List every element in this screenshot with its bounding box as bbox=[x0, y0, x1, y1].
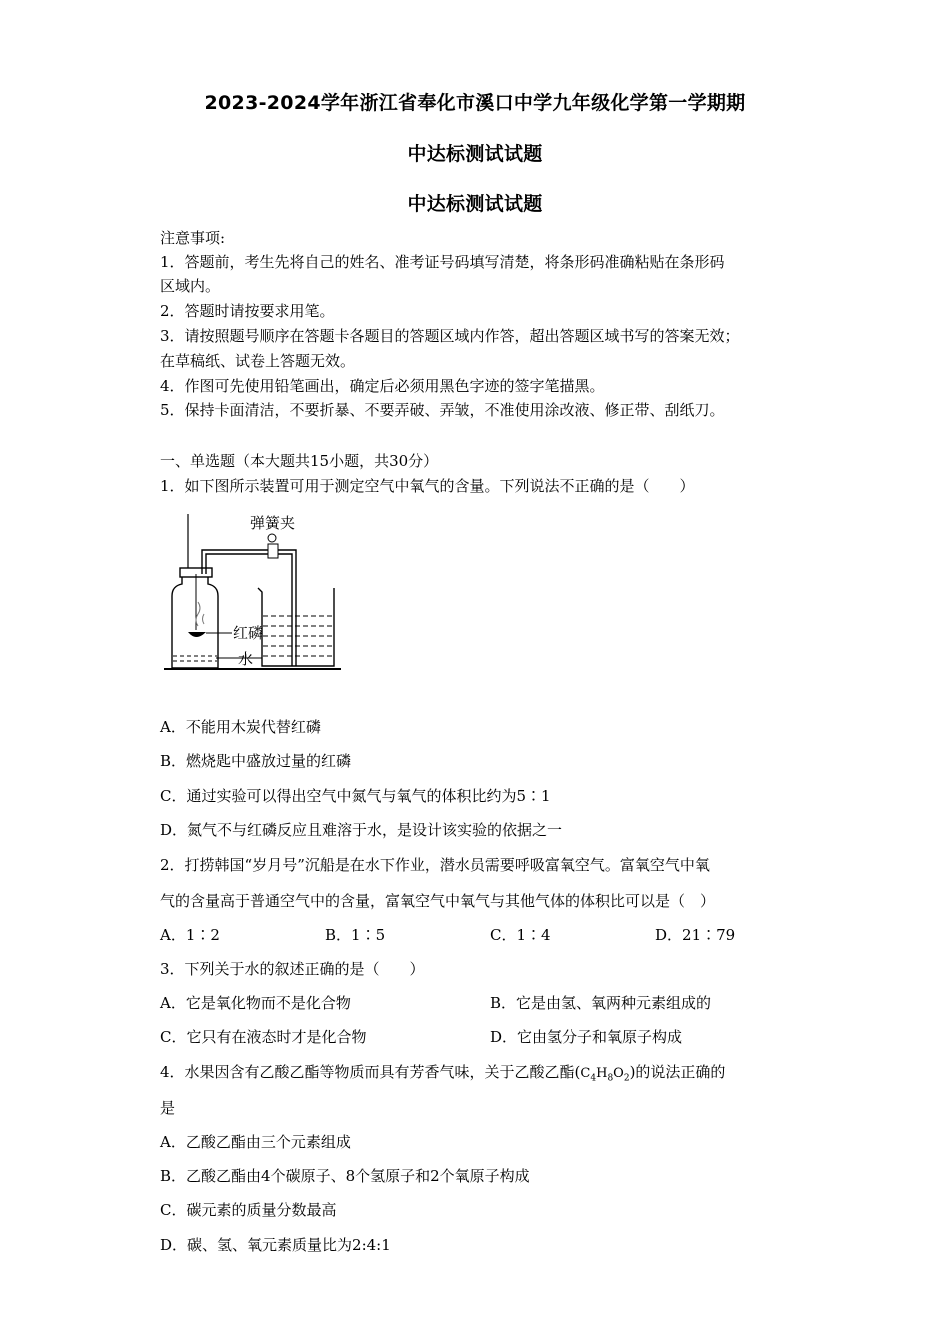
q1-apparatus-figure bbox=[158, 508, 348, 678]
q4-stem-text-end: )的说法正确的 bbox=[629, 1063, 726, 1081]
label-spring-clip: 弹簧夹 bbox=[250, 514, 296, 532]
q4-option-c: C．碳元素的质量分数最高 bbox=[160, 1201, 337, 1219]
q3-stem: 3．下列关于水的叙述正确的是（ ） bbox=[160, 960, 425, 978]
q2-option-d: D．21∶79 bbox=[655, 926, 736, 944]
notice-item: 在草稿纸、试卷上答题无效。 bbox=[160, 352, 356, 370]
q2-option-b: B．1∶5 bbox=[325, 926, 386, 944]
q3-option-d: D．它由氢分子和氧原子构成 bbox=[490, 1028, 683, 1046]
title-line-1: 2023-2024学年浙江省奉化市溪口中学九年级化学第一学期期 bbox=[204, 92, 746, 114]
q3-option-c: C．它只有在液态时才是化合物 bbox=[160, 1028, 367, 1046]
q4-stem-line-1 bbox=[160, 1062, 725, 1089]
section-heading: 一、单选题（本大题共15小题，共30分） bbox=[160, 452, 439, 470]
notice-item: 5．保持卡面清洁，不要折暴、不要弄破、弄皱，不准使用涂改液、修正带、刮纸刀。 bbox=[160, 401, 725, 419]
label-water: 水 bbox=[238, 650, 254, 668]
notice-heading: 注意事项: bbox=[160, 229, 226, 247]
q4-stem-line-2: 是 bbox=[160, 1099, 176, 1117]
notice-item: 1．答题前，考生先将自己的姓名、准考证号码填写清楚，将条形码准确粘贴在条形码 bbox=[160, 253, 725, 271]
q2-option-a: A．1∶2 bbox=[160, 926, 220, 944]
label-red-phosphorus: 红磷 bbox=[233, 624, 264, 642]
q2-stem-line-1: 2．打捞韩国“岁月号”沉船是在水下作业，潜水员需要呼吸富氧空气。富氧空气中氧 bbox=[160, 856, 710, 874]
title-line-2: 中达标测试试题 bbox=[407, 143, 543, 165]
q1-option-d: D．氮气不与红磷反应且难溶于水，是设计该实验的依据之一 bbox=[160, 821, 563, 839]
notice-item: 2．答题时请按要求用笔。 bbox=[160, 302, 335, 320]
q1-option-a: A．不能用木炭代替红磷 bbox=[160, 718, 321, 736]
q1-option-c: C．通过实验可以得出空气中氮气与氧气的体积比约为5∶1 bbox=[160, 787, 551, 805]
notice-item: 4．作图可先使用铅笔画出，确定后必须用黑色字迹的签字笔描黑。 bbox=[160, 377, 605, 395]
q4-option-d: D．碳、氢、氧元素质量比为2:4:1 bbox=[160, 1236, 391, 1254]
title-line-3: 中达标测试试题 bbox=[407, 193, 543, 215]
notice-item: 区域内。 bbox=[160, 277, 221, 295]
q2-option-c: C．1∶4 bbox=[490, 926, 551, 944]
q4-option-b: B．乙酸乙酯由4个碳原子、8个氢原子和2个氧原子构成 bbox=[160, 1167, 530, 1185]
q3-option-b: B．它是由氢、氧两种元素组成的 bbox=[490, 994, 712, 1012]
q1-stem: 1．如下图所示装置可用于测定空气中氧气的含量。下列说法不正确的是（ ） bbox=[160, 477, 695, 495]
q4-stem-text: 4．水果因含有乙酸乙酯等物质而具有芳香气味，关于乙酸乙酯( bbox=[160, 1063, 581, 1081]
q2-stem-line-2: 气的含量高于普通空气中的含量，富氧空气中氧气与其他气体的体积比可以是（ ） bbox=[160, 892, 716, 910]
notice-item: 3．请按照题号顺序在答题卡各题目的答题区域内作答，超出答题区域书写的答案无效； bbox=[160, 327, 740, 345]
q4-option-a: A．乙酸乙酯由三个元素组成 bbox=[160, 1133, 351, 1151]
q1-option-b: B．燃烧匙中盛放过量的红磷 bbox=[160, 752, 352, 770]
q4-formula: $C_4H_8O_2$ bbox=[580, 1066, 630, 1084]
q3-option-a: A．它是氧化物而不是化合物 bbox=[160, 994, 351, 1012]
